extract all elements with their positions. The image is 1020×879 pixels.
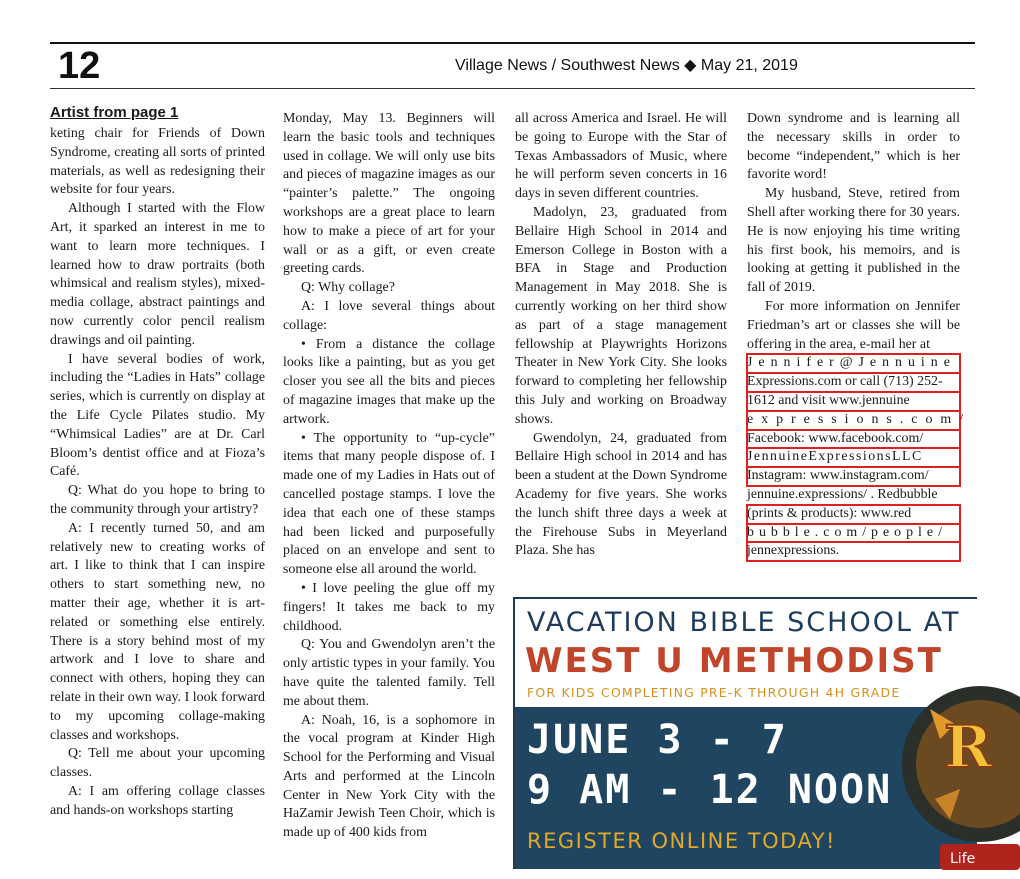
ad-register-cta[interactable]: REGISTER ONLINE TODAY! [527,829,836,853]
paragraph: keting chair for Friends of Down Syndrome, creating all sorts of printed materials, as well as redesigning their website for four years. [50,126,265,198]
vbs-advertisement[interactable] [513,597,993,869]
paragraph: For more information on Jennifer Friedman’s art or classes she will be offering in the area, e-mail her at [747,298,960,352]
email-link[interactable]: Jennifer@Jennuine [747,354,960,373]
paragraph: Q: What do you hope to bring to the community through your artistry? [50,483,265,517]
paragraph: Gwendolyn, 24, graduated from Bellaire High school in 2014 and has been a student at the Down Syndrome Academy for five years. She works the lunch shift three days a week at the Firehouse Subs in Meyerland Plaza. She has [515,430,727,559]
paragraph: Madolyn, 23, graduated from Bellaire High School in 2014 and Emerson College in Boston with a BFA in Stage and Production Management in May 2018. She is currently working on her third show as part of a stage management fellowship at Playwrights Horizons Theater in New York City. She looks forward to completing her fellowship this July and working on Broadway shows. [515,204,727,427]
paragraph: Down syndrome and is learning all the necessary skills in order to become “independent,” which is her favorite word! [747,111,960,183]
website-link[interactable]: 1612 and visit www.jennuine [747,392,960,411]
website-link-cont[interactable]: expressions.com/ [747,411,960,430]
facebook-link[interactable]: Facebook: www.facebook.com/ [747,430,960,449]
svg-text:R: R [944,713,993,781]
paragraph: Q: Why collage? [301,280,395,296]
header-top-rule [50,42,975,44]
continued-kicker[interactable]: Artist from page 1 [50,104,179,121]
paragraph: A: Noah, 16, is a sophomore in the vocal program at Kinder High School for the Performing and Visual Arts and performed at the Lincoln Center in New York City with the HaZamir Jewish Teen Choir, which is made up of 400 kids from [283,712,495,841]
article-column-4 [747,110,972,561]
header-bottom-rule [50,88,975,89]
paragraph: My husband, Steve, retired from Shell after working there for 30 years. He is now enjoying his time writing his first book, his memoirs, and is looking at getting it published in the fall of 2019. [747,186,960,296]
paragraph: Q: You and Gwendolyn aren’t the only artistic types in your family. You have quite the talented family. Tell me about them. [283,637,495,709]
redbubble-link-cont[interactable]: bubble.com/people/ [747,524,960,543]
ad-times: 9 AM - 12 NOON [527,767,893,813]
paragraph: Although I started with the Flow Art, it sparked an interest in me to want to learn more techniques. I learned how to draw portraits (both whimsical and realism styles), mixed-media collage, abstract paintings and now currently color pencil realism drawings and oil painting. [50,201,265,348]
ad-church-name: WEST U METHODIST [525,641,943,681]
phone-line[interactable]: Expressions.com or call (713) 252- [747,373,960,392]
paragraph: A: I recently turned 50, and am relatively new to creating works of art. I like to think that I can inspire others to start something new, no matter their age, whether it is art-related or something else entirely. There is a story behind most of my artwork and I love to share and connect with others, hoping they can relate in their own way. I look forward to my upcoming collage-making classes and workshops. [50,520,265,743]
ad-audience: FOR KIDS COMPLETING PRE-K THROUGH 4H GRADE [527,685,901,700]
article-column-3 [515,110,727,561]
instagram-link-cont[interactable]: jennuine.expressions/ . Redbubble [747,486,938,502]
ad-heading: VACATION BIBLE SCHOOL AT [527,607,961,638]
article-column-2 [283,110,495,843]
paragraph: A: I am offering collage classes and hands-on workshops starting [50,783,265,818]
paragraph: I have several bodies of work, including the “Ladies in Hats” collage series, which is currently on display at the Life Cycle Pilates studio. My “Whimsical Ladies” are at Dr. Carl Bloom’s dentist office and at Fioza’s Café. [50,351,265,480]
masthead: Village News / Southwest News ◆ May 21, 2019 [455,57,798,74]
paragraph: Q: Tell me about your upcoming classes. [50,746,265,781]
facebook-link-cont[interactable]: JennuineExpressionsLLC [747,448,960,467]
article-column-1 [50,103,265,820]
paragraph: • From a distance the collage looks like a painting, but as you get closer you see all the bits and pieces of magazine images that make up the artwork. [283,336,495,427]
vbs-logo-icon [910,649,1020,879]
paragraph: all across America and Israel. He will be going to Europe with the Star of Texas Ambassadors of Music, where he will perform seven concerts in 16 days in seven different countries. [515,111,727,202]
instagram-link[interactable]: Instagram: www.instagram.com/ [747,467,960,486]
ad-logo-text: Life [950,851,976,867]
paragraph: • I love peeling the glue off my fingers! It takes me back to my childhood. [283,580,495,634]
paragraph: • The opportunity to “up-cycle” items that many people dispose of. I made one of my Ladies in Hats out of cancelled postage stamps. I love the idea that each one of these stamps had been licked and purposefully placed on an envelope and sent to someone else all around the world. [283,430,495,578]
redbubble-link-end[interactable]: jennexpressions. [747,542,960,561]
page-number: 12 [58,45,101,87]
paragraph: A: I love several things about collage: [283,298,495,333]
paragraph: Monday, May 13. Beginners will learn the basic tools and techniques used in collage. We will only use bits and pieces of magazine images as our “painter’s palette.” The ongoing workshops are a great place to learn how to make a piece of art for your wall or as a gift, or even create greeting cards. [283,111,495,277]
redbubble-link[interactable]: (prints & products): www.red [747,505,960,524]
ad-dates: JUNE 3 - 7 [527,717,788,763]
